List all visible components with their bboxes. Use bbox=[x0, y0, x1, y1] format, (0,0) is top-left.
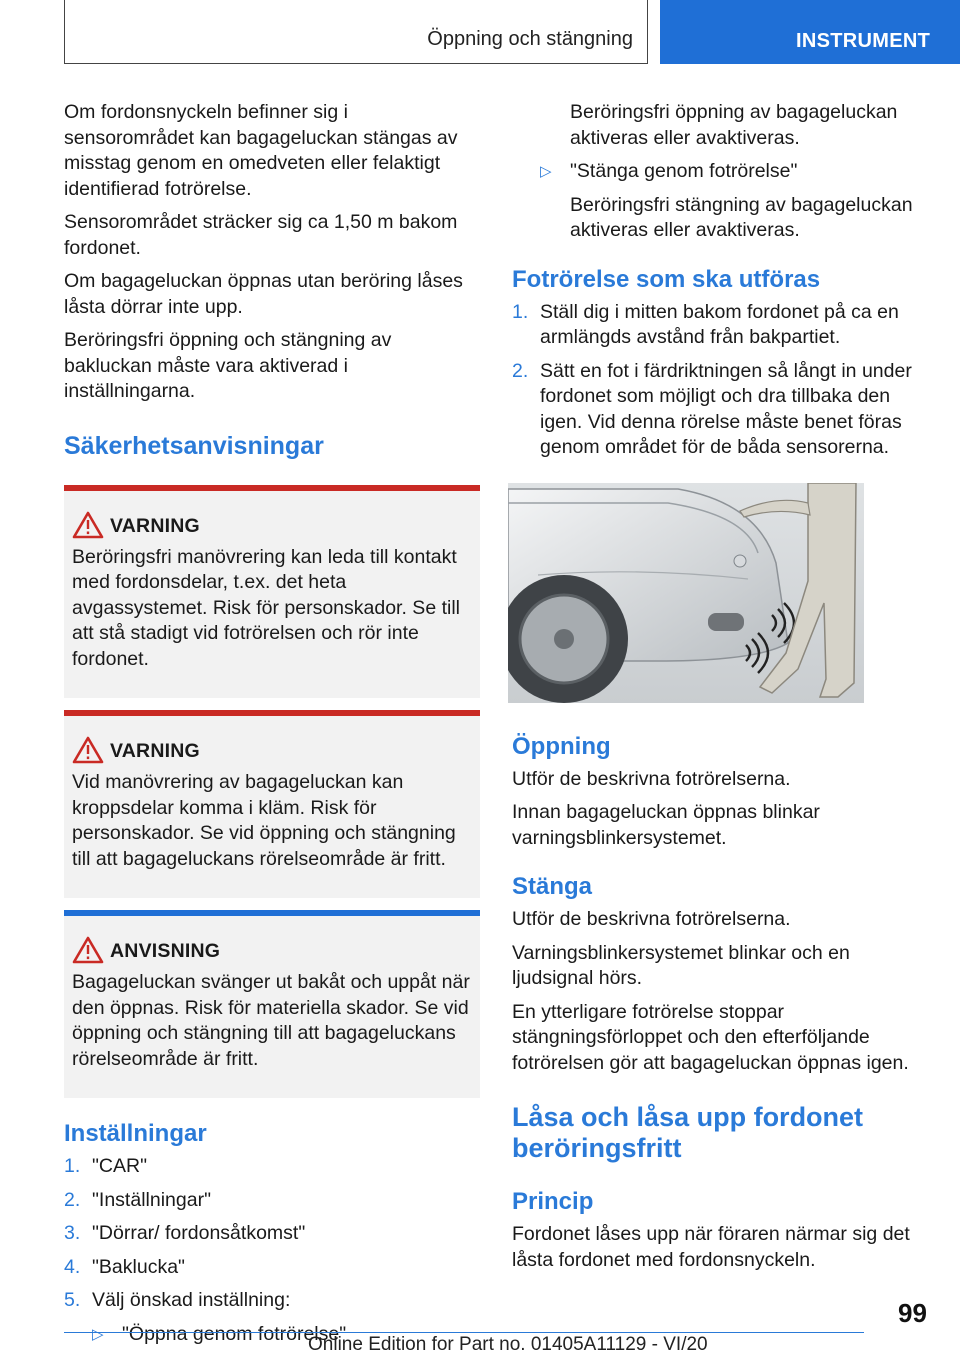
lock-heading: Låsa och låsa upp fordonet beröringsfritt bbox=[512, 1102, 864, 1163]
warning-triangle-icon bbox=[72, 511, 104, 539]
option-description-2: Beröringsfri stängning av bagageluckan aktiveras eller avaktiveras. bbox=[570, 193, 913, 241]
triangle-bullet-icon: ▷ bbox=[540, 163, 552, 180]
intro-paragraph-3: Om bagageluckan öppnas utan beröring låses låsta dörrar inte upp. bbox=[64, 270, 463, 318]
close-heading: Stänga bbox=[512, 873, 593, 900]
warning-text: Vid manövrering av bagageluckan kan kroppsdelar komma i kläm. Risk för personskador. Se vid öppning och stängning till att bagageluckans rörelseområde är fritt. bbox=[72, 771, 456, 870]
page-number: 99 bbox=[898, 1298, 927, 1328]
warning-title: VARNING bbox=[110, 740, 200, 762]
notice-title: ANVISNING bbox=[110, 940, 221, 962]
intro-paragraph-2: Sensorområdet sträcker sig ca 1,50 m bakom fordonet. bbox=[64, 211, 458, 259]
open-text-1: Utför de beskrivna fotrörelserna. bbox=[512, 767, 791, 790]
safety-heading: Säkerhetsanvisningar bbox=[64, 431, 324, 460]
list-item: 4. "Baklucka" bbox=[64, 1255, 185, 1278]
right-column bbox=[512, 100, 928, 1281]
option-description-1: Beröringsfri öppning av bagageluckan aktiveras eller avaktiveras. bbox=[570, 101, 898, 149]
list-item: 1. Ställ dig i mitten bakom fordonet på ca en armlängds avstånd från bakpartiet. bbox=[512, 300, 899, 348]
footer-edition: Online Edition for Part no. 01405A11129 - VI/20 bbox=[308, 1334, 708, 1355]
list-item: 2. "Inställningar" bbox=[64, 1188, 211, 1211]
sub-option-item: ▷ "Öppna genom fotrörelse" bbox=[64, 1322, 480, 1348]
notice-text: Bagageluckan svänger ut bakåt och uppåt när den öppnas. Risk för materiella skador. Se vid öppning och stängning till att bagageluckans rörelseområde är fritt. bbox=[72, 971, 470, 1070]
list-item: 1. "CAR" bbox=[64, 1155, 148, 1177]
motion-heading: Fotrörelse som ska utföras bbox=[512, 265, 821, 293]
kick-sensor-illustration bbox=[508, 483, 864, 703]
header-chapter-title: INSTRUMENT bbox=[796, 30, 931, 52]
list-item: 2. Sätt en fot i färdriktningen så långt in under fordonet som möjligt och dra tillbaka den igen. Vid denna rörelse måste benet föras genom området för de båda sensorerna. bbox=[512, 359, 912, 458]
close-text-1: Utför de beskrivna fotrörelserna. bbox=[512, 908, 791, 930]
intro-paragraph-4: Beröringsfri öppning och stängning av bakluckan måste vara aktiverad i inställningarna. bbox=[64, 329, 392, 402]
list-item: 5. Välj önskad inställning: bbox=[64, 1289, 291, 1311]
footer-divider bbox=[64, 1332, 864, 1333]
warning-text: Beröringsfri manövrering kan leda till kontakt med fordonsdelar, t.ex. det heta avgassystemet. Risk för personskador. Se till att stå stadigt vid fotrörelsen och rör inte fordonet. bbox=[72, 545, 460, 670]
motion-steps bbox=[512, 300, 928, 461]
header-chapter-tab[interactable] bbox=[660, 0, 960, 64]
notice-box bbox=[64, 910, 480, 1098]
close-text-3: En ytterligare fotrörelse stoppar stängningsförloppet och den efterföljande fotrörelsen gör att bagageluckan öppnas igen. bbox=[512, 1000, 909, 1074]
close-text-2: Varningsblinkersystemet blinkar och en ljudsignal hörs. bbox=[512, 941, 850, 989]
sub-option-item: ▷ "Stänga genom fotrörelse" bbox=[512, 159, 928, 185]
triangle-bullet-icon: ▷ bbox=[92, 1325, 104, 1343]
warning-triangle-icon bbox=[72, 736, 104, 764]
warning-box-2 bbox=[64, 710, 480, 898]
header-section-box bbox=[64, 0, 648, 64]
header-section-title: Öppning och stängning bbox=[427, 28, 633, 50]
settings-steps bbox=[64, 1154, 480, 1314]
warning-box-1 bbox=[64, 485, 480, 699]
intro-paragraph-1: Om fordonsnyckeln befinner sig i sensorområdet kan bagageluckan stängas av misstag genom en omedveten eller felaktigt identifierad fotrörelse. bbox=[64, 101, 458, 200]
open-heading: Öppning bbox=[512, 732, 611, 760]
warning-title: VARNING bbox=[110, 514, 200, 537]
settings-heading: Inställningar bbox=[64, 1120, 207, 1147]
principle-heading: Princip bbox=[512, 1188, 594, 1215]
settings-sub-options-2 bbox=[512, 159, 928, 185]
list-item: 3. "Dörrar/ fordonsåtkomst" bbox=[64, 1222, 306, 1244]
open-text-2: Innan bagageluckan öppnas blinkar varningsblinkersystemet. bbox=[512, 801, 820, 849]
notice-triangle-icon bbox=[72, 936, 104, 964]
left-column bbox=[64, 100, 480, 1355]
principle-text: Fordonet låses upp när föraren närmar sig det låsta fordonet med fordonsnyckeln. bbox=[512, 1223, 910, 1271]
